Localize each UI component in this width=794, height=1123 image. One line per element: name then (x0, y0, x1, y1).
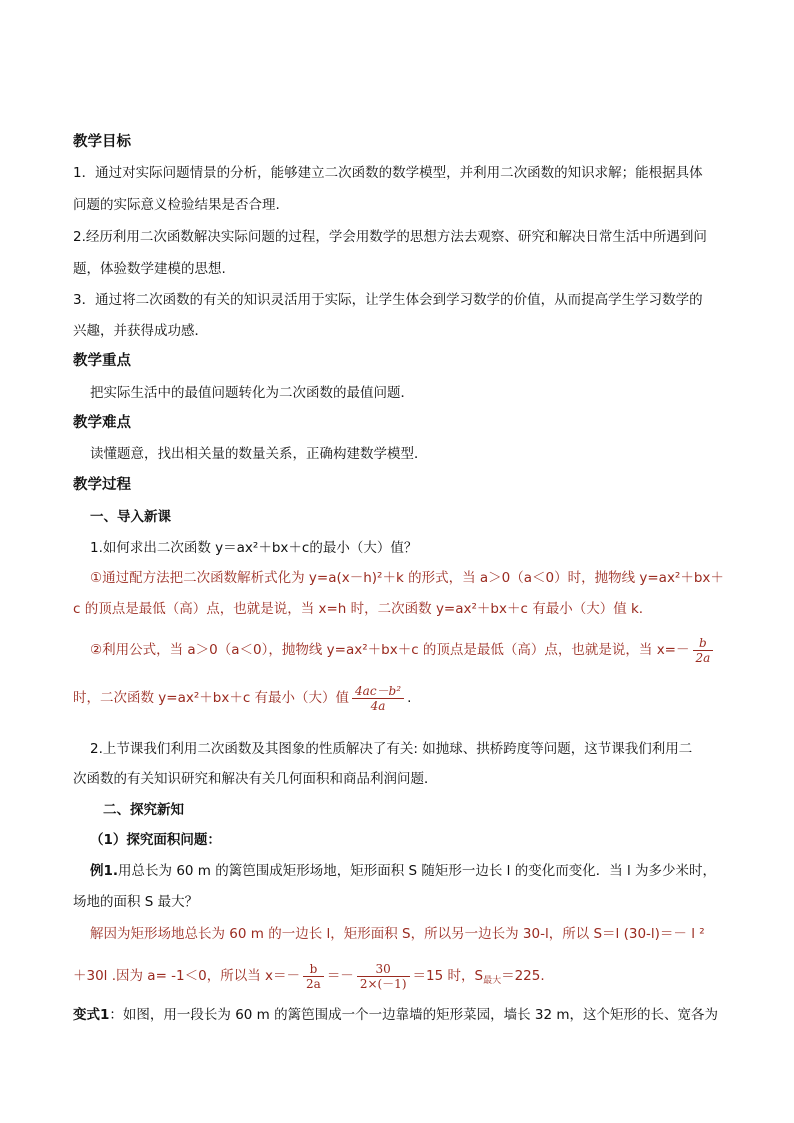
example-1-line-2: 场地的面积 S 最大？ (73, 894, 199, 910)
goal-2-line-1: 2.经历利用二次函数解决实际问题的过程，学会用数学的思想方法去观察、研究和解决日常生活中所遇到问 (73, 229, 707, 245)
process-heading: 教学过程 (73, 477, 131, 493)
fraction-b-over-2a-solution: $\frac{b}{2a}$ (303, 962, 324, 991)
solution-line-2: ＋30l .因为 a= -1＜0，所以当 x＝－ $\frac{b}{2a}$ ＝－ $\frac{30}{2\times(-1)}$ ＝15 时，$S_{最大}=225$. (73, 961, 545, 991)
method-2-text: ②利用公式，当 a＞0（a＜0），抛物线 y=ax²＋bx＋c 的顶点是最低（高）点，也就是说，当 x=－ (90, 642, 690, 658)
method-2-line-2-text: 时，二次函数 y=ax²＋bx＋c 有最小（大）值 (73, 690, 350, 706)
fraction-30-over-minus-2: $\frac{30}{2\times(-1)}$ (357, 962, 410, 991)
method-1-line-2: c 的顶点是最低（高）点，也就是说，当 x=h 时，二次函数 y=ax²＋bx＋c 有最小（大）值 k. (73, 601, 644, 617)
example-1-line-1: 例1.用总长为 60 m 的篱笆围成矩形场地，矩形面积 S 随矩形一边长 l 的变化而变化．当 l 为多少米时， (90, 863, 717, 879)
method-1-line-1: ①通过配方法把二次函数解析式化为 y=a(x－h)²＋k 的形式，当 a＞0（a＜0）时，抛物线 y=ax²＋bx＋ (90, 570, 724, 586)
method-2-line-1 (90, 630, 750, 670)
key-points-heading: 教学重点 (73, 353, 131, 369)
question-1: 1.如何求出二次函数 y＝ax²＋bx＋c的最小（大）值？ (90, 540, 418, 556)
sub-1-heading: （1）探究面积问题： (90, 832, 221, 848)
question-2-line-2: 次函数的有关知识研究和解决有关几何面积和商品利润问题． (73, 771, 438, 787)
variant-1-line: 变式1：如图，用一段长为 60 m 的篱笆围成一个一边靠墙的矩形菜园，墙长 32 m，这个矩形的长、宽各为 (73, 1007, 719, 1023)
example-1-label: 例1. (90, 863, 119, 879)
variant-1-label: 变式1 (73, 1007, 110, 1023)
goal-1-line-2: 问题的实际意义检验结果是否合理. (73, 197, 280, 213)
key-points-text: 把实际生活中的最值问题转化为二次函数的最值问题． (90, 385, 414, 401)
goals-heading: 教学目标 (73, 134, 131, 150)
goal-3-line-1: 3．通过将二次函数的有关的知识灵活用于实际，让学生体会到学习数学的价值，从而提高学生学习数学的 (73, 292, 703, 308)
max-subscript: 最大 (483, 976, 502, 986)
fraction-extreme-value: $\frac{\text{4ac－b²}}{4a}$ (352, 684, 404, 713)
solution-line-1: 解因为矩形场地总长为 60 m 的一边长 l，矩形面积 S，所以另一边长为 30-l，所以 S＝l (30-l)＝－ l ² (90, 926, 705, 942)
question-2-line-1: 2.上节课我们利用二次函数及其图象的性质解决了有关: 如抛球、拱桥跨度等问题，这节课我们利用二 (90, 741, 693, 757)
goal-3-line-2: 兴趣，并获得成功感． (73, 323, 208, 339)
part-2-heading: 二、探究新知 (103, 802, 184, 818)
part-1-heading: 一、导入新课 (90, 509, 171, 525)
method-2-line-2: 时，二次函数 y=ax²＋bx＋c 有最小（大）值 $\frac{\text{4ac－b²}}{4a}$ . (73, 683, 412, 713)
difficulties-heading: 教学难点 (73, 415, 131, 431)
goal-1-line-1: 1．通过对实际问题情景的分析，能够建立二次函数的数学模型，并利用二次函数的知识求解；能根据具体 (73, 165, 703, 181)
goal-2-line-2: 题，体验数学建模的思想. (73, 261, 226, 277)
difficulties-text: 读懂题意，找出相关量的数量关系，正确构建数学模型． (90, 446, 428, 462)
fraction-b-over-2a: $\frac{b}{2a}$ (693, 636, 714, 665)
